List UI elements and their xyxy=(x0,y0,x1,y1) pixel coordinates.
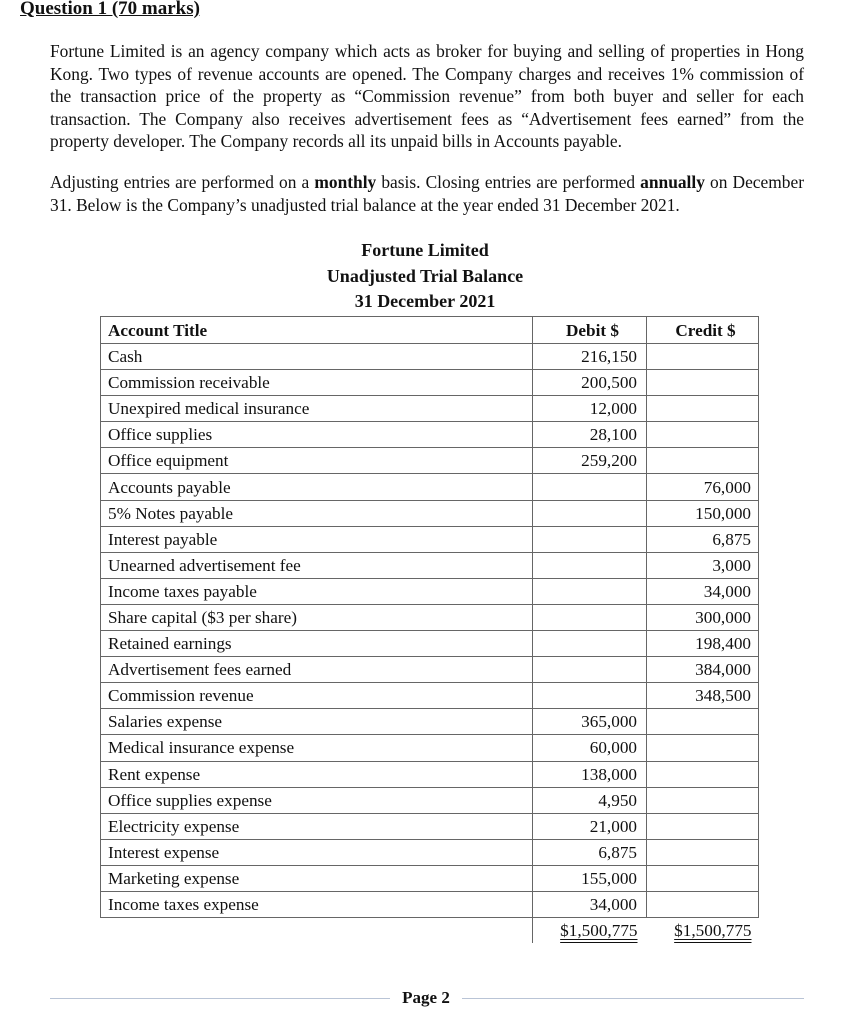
table-row xyxy=(101,631,759,657)
account-cell: Accounts payable xyxy=(101,474,533,500)
credit-cell: 150,000 xyxy=(647,500,759,526)
table-row xyxy=(101,761,759,787)
account-cell: Income taxes expense xyxy=(101,891,533,917)
credit-cell xyxy=(647,839,759,865)
debit-cell: 28,100 xyxy=(533,422,647,448)
table-row xyxy=(101,839,759,865)
credit-cell xyxy=(647,891,759,917)
footer-divider-left xyxy=(50,998,390,999)
table-row xyxy=(101,474,759,500)
credit-cell: 34,000 xyxy=(647,578,759,604)
credit-cell: 300,000 xyxy=(647,604,759,630)
header-credit: Credit $ xyxy=(647,317,759,344)
intro-paragraph: Fortune Limited is an agency company which acts as broker for buying and selling of properties in Hong Kong. Two types of revenue accounts are opened. The Company charges and receives 1% commission of the transaction price of the property as “Commission revenue” from both buyer and seller for each transaction. The Company also receives advertisement fees as “Advertisement fees earned” from the property developer. The Company records all its unpaid bills in Accounts payable. xyxy=(50,41,804,151)
debit-cell xyxy=(533,657,647,683)
credit-cell xyxy=(647,370,759,396)
debit-cell xyxy=(533,526,647,552)
table-row xyxy=(101,604,759,630)
total-debit-cell xyxy=(533,918,647,944)
table-row xyxy=(101,500,759,526)
account-cell: Office supplies expense xyxy=(101,787,533,813)
instructions-text-1: Adjusting entries are performed on a xyxy=(50,172,315,192)
debit-cell: 21,000 xyxy=(533,813,647,839)
table-row xyxy=(101,787,759,813)
debit-cell xyxy=(533,474,647,500)
credit-cell: 384,000 xyxy=(647,657,759,683)
account-cell: Interest payable xyxy=(101,526,533,552)
credit-cell: 348,500 xyxy=(647,683,759,709)
debit-cell: 6,875 xyxy=(533,839,647,865)
instructions-bold-annually: annually xyxy=(640,172,705,192)
credit-cell xyxy=(647,396,759,422)
trial-balance-table xyxy=(100,316,759,943)
table-row xyxy=(101,552,759,578)
table-row xyxy=(101,683,759,709)
total-debit: $1,500,775 xyxy=(560,921,638,941)
account-cell: Cash xyxy=(101,344,533,370)
account-cell: Marketing expense xyxy=(101,865,533,891)
debit-cell xyxy=(533,683,647,709)
table-row xyxy=(101,396,759,422)
account-cell: Interest expense xyxy=(101,839,533,865)
table-row xyxy=(101,422,759,448)
statement-title: Unadjusted Trial Balance xyxy=(326,265,524,286)
table-header-row xyxy=(101,317,759,344)
debit-cell: 365,000 xyxy=(533,709,647,735)
account-cell: Share capital ($3 per share) xyxy=(101,604,533,630)
table-row xyxy=(101,657,759,683)
debit-cell xyxy=(533,552,647,578)
debit-cell: 216,150 xyxy=(533,344,647,370)
account-cell: Salaries expense xyxy=(101,709,533,735)
statement-title-block xyxy=(0,238,850,315)
credit-cell: 76,000 xyxy=(647,474,759,500)
account-cell: Rent expense xyxy=(101,761,533,787)
table-row xyxy=(101,578,759,604)
instructions-text-3: on December 31. Below is the Company’s unadjusted trial balance at the year ended 31 December 2021. xyxy=(50,172,804,215)
debit-cell xyxy=(533,578,647,604)
account-cell: Office supplies xyxy=(101,422,533,448)
footer-divider-right xyxy=(462,998,804,999)
debit-cell xyxy=(533,631,647,657)
credit-cell xyxy=(647,422,759,448)
account-cell: Income taxes payable xyxy=(101,578,533,604)
debit-cell: 4,950 xyxy=(533,787,647,813)
account-cell: Advertisement fees earned xyxy=(101,657,533,683)
table-row xyxy=(101,813,759,839)
account-cell: Commission receivable xyxy=(101,370,533,396)
credit-cell xyxy=(647,813,759,839)
statement-date: 31 December 2021 xyxy=(354,291,496,311)
credit-cell: 6,875 xyxy=(647,526,759,552)
credit-cell xyxy=(647,344,759,370)
table-row xyxy=(101,526,759,552)
table-row xyxy=(101,735,759,761)
debit-cell: 259,200 xyxy=(533,448,647,474)
instructions-bold-monthly: monthly xyxy=(314,172,377,192)
total-credit-cell xyxy=(647,918,759,944)
account-cell: 5% Notes payable xyxy=(101,500,533,526)
credit-cell xyxy=(647,709,759,735)
company-name: Fortune Limited xyxy=(361,240,489,260)
credit-cell xyxy=(647,448,759,474)
debit-cell xyxy=(533,500,647,526)
account-cell: Medical insurance expense xyxy=(101,735,533,761)
table-row xyxy=(101,370,759,396)
account-cell: Unearned advertisement fee xyxy=(101,552,533,578)
totals-spacer xyxy=(101,918,533,944)
credit-cell: 3,000 xyxy=(647,552,759,578)
credit-cell xyxy=(647,761,759,787)
instructions-paragraph xyxy=(50,171,804,216)
instructions-text-2: basis. Closing entries are performed xyxy=(376,172,641,192)
table-body xyxy=(101,344,759,918)
debit-cell xyxy=(533,604,647,630)
credit-cell xyxy=(647,787,759,813)
debit-cell: 200,500 xyxy=(533,370,647,396)
debit-cell: 34,000 xyxy=(533,891,647,917)
debit-cell: 60,000 xyxy=(533,735,647,761)
credit-cell: 198,400 xyxy=(647,631,759,657)
account-cell: Commission revenue xyxy=(101,683,533,709)
table-row xyxy=(101,709,759,735)
account-cell: Unexpired medical insurance xyxy=(101,396,533,422)
credit-cell xyxy=(647,865,759,891)
account-cell: Electricity expense xyxy=(101,813,533,839)
table-row xyxy=(101,865,759,891)
page-number: Page 2 xyxy=(402,988,450,1007)
table-row xyxy=(101,891,759,917)
credit-cell xyxy=(647,735,759,761)
totals-row xyxy=(101,918,759,944)
table-row xyxy=(101,448,759,474)
table-row xyxy=(101,344,759,370)
debit-cell: 12,000 xyxy=(533,396,647,422)
account-cell: Office equipment xyxy=(101,448,533,474)
header-debit: Debit $ xyxy=(533,317,647,344)
header-account-title: Account Title xyxy=(101,317,533,344)
question-heading: Question 1 (70 marks) xyxy=(20,0,200,19)
account-cell: Retained earnings xyxy=(101,631,533,657)
debit-cell: 155,000 xyxy=(533,865,647,891)
debit-cell: 138,000 xyxy=(533,761,647,787)
total-credit: $1,500,775 xyxy=(674,921,752,941)
